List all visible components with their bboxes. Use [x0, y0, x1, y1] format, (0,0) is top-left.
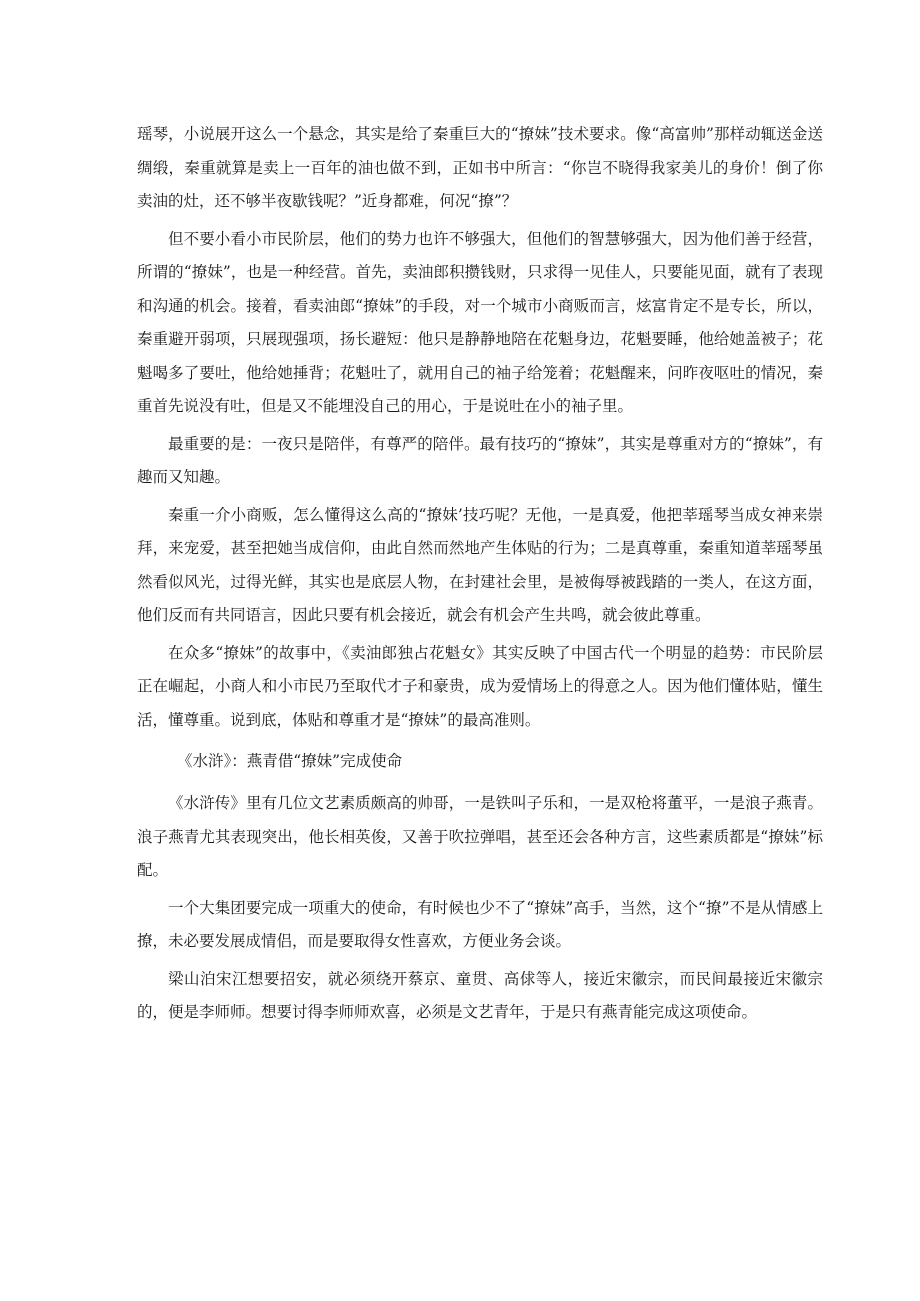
paragraph: 在众多“撩妹”的故事中，《卖油郎独占花魁女》其实反映了中国古代一个明显的趋势：市民阶层正在崛起，小商人和小市民乃至取代才子和豪贵，成为爱情场上的得意之人。因为他们懂体贴，懂生活，懂尊重。说到底，体贴和尊重才是“撩妹”的最高准则。: [137, 643, 823, 729]
paragraph: 梁山泊宋江想要招安，就必须绕开蔡京、童贯、高俅等人，接近宋徽宗，而民间最接近宋徽宗的，便是李师师。想要讨得李师师欢喜，必须是文艺青年，于是只有燕青能完成这项使命。: [137, 969, 823, 1021]
paragraph: 瑶琴，小说展开这么一个悬念，其实是给了秦重巨大的“撩妹”技术要求。像“高富帅”那样动辄送金送绸缎，秦重就算是卖上一百年的油也做不到，正如书中所言：“你岂不晓得我家美儿的身价！倒了你卖油的灶，还不够半夜歇钱呢？”近身都难，何况“撩”？: [137, 125, 823, 210]
section-heading: 《水浒》：燕青借“撩妹”完成使命: [177, 752, 403, 770]
document-page: [137, 118, 823, 1034]
paragraph: 但不要小看小市民阶层，他们的势力也许不够强大，但他们的智慧够强大，因为他们善于经营，所谓的“撩妹”，也是一种经营。首先，卖油郎积攒钱财，只求得一见佳人，只要能见面，就有了表现和沟通的机会。接着，看卖油郎“撩妹”的手段，对一个城市小商贩而言，炫富肯定不是专长，所以，秦重避开弱项，只展现强项，扬长避短：他只是静静地陪在花魁身边，花魁要睡，他给她盖被子；花魁喝多了要吐，他给她捶背；花魁吐了，就用自己的袖子给笼着；花魁醒来，问昨夜呕吐的情况，秦重首先说没有吐，但是又不能埋没自己的用心，于是说吐在小的袖子里。: [137, 229, 823, 415]
paragraph: 最重要的是：一夜只是陪伴，有尊严的陪伴。最有技巧的“撩妹”，其实是尊重对方的“撩妹”，有趣而又知趣。: [137, 434, 823, 486]
paragraph: 《水浒传》里有几位文艺素质颇高的帅哥，一是铁叫子乐和，一是双枪将董平，一是浪子燕青。浪子燕青尤其表现突出，他长相英俊，又善于吹拉弹唱，甚至还会各种方言，这些素质都是“撩妹”标配。: [137, 794, 823, 879]
paragraph: 一个大集团要完成一项重大的使命，有时候也少不了“撩妹”高手，当然，这个“撩”不是从情感上撩，未必要发展成情侣，而是要取得女性喜欢，方便业务会谈。: [137, 898, 823, 950]
paragraph: 秦重一介小商贩，怎么懂得这么高的“撩妹’技巧呢？无他，一是真爱，他把莘瑶琴当成女神来崇拜，来宠爱，甚至把她当成信仰，由此自然而然地产生体贴的行为；二是真尊重，秦重知道莘瑶琴虽然看似风光，过得光鲜，其实也是底层人物，在封建社会里，是被侮辱被践踏的一类人，在这方面，他们反而有共同语言，因此只要有机会接近，就会有机会产生共鸣，就会彼此尊重。: [137, 505, 823, 624]
